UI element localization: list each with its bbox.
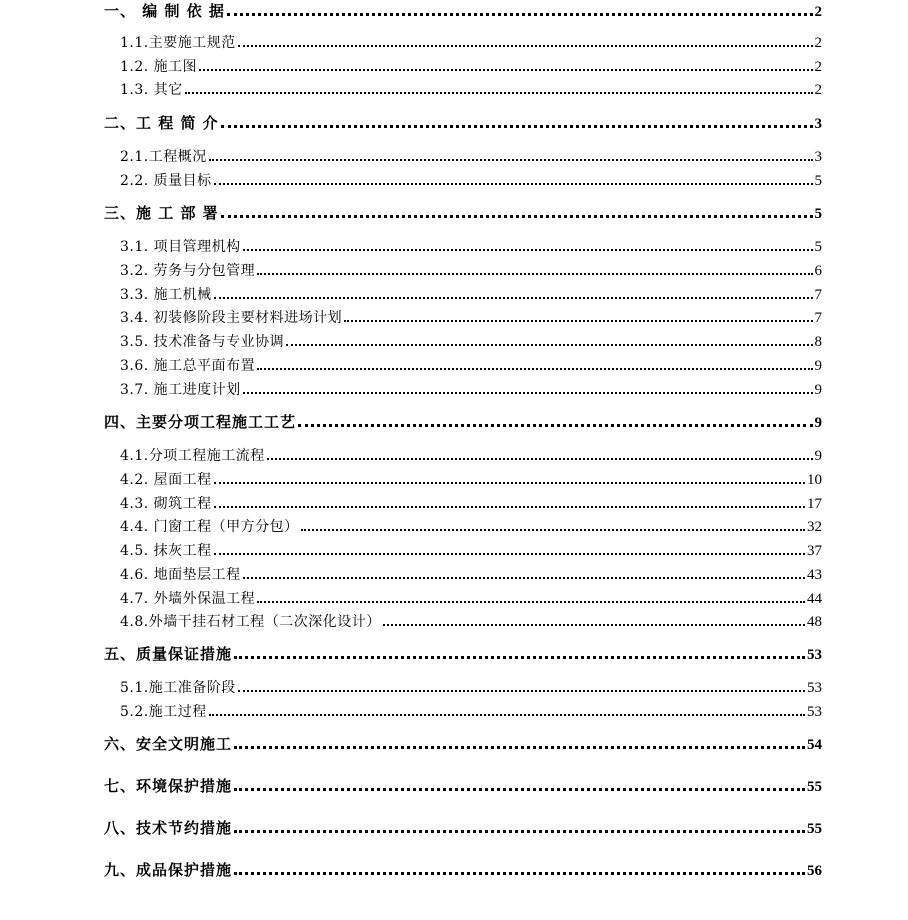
toc-entry-page: 55 xyxy=(807,779,822,795)
toc-entry-label: 5.2.施工过程 xyxy=(120,704,207,720)
toc-entry-label: 3.4. 初装修阶段主要材料进场计划 xyxy=(120,310,343,326)
toc-entry-label: 1.2. 施工图 xyxy=(120,59,198,75)
toc-entry-3-5[interactable] xyxy=(120,331,822,353)
toc-entry-4-5[interactable] xyxy=(120,540,822,562)
dot-leader xyxy=(267,457,813,460)
toc-entry-2-1[interactable] xyxy=(120,146,822,168)
toc-entry-3-7[interactable] xyxy=(120,379,822,401)
toc-entry-label: 4.3. 砌筑工程 xyxy=(120,496,212,512)
dot-leader xyxy=(234,787,805,791)
dot-leader xyxy=(234,871,805,875)
toc-entry-3-6[interactable] xyxy=(120,355,822,377)
toc-entry-page: 2 xyxy=(814,82,822,98)
toc-entry-section-1[interactable] xyxy=(104,0,822,22)
toc-entry-page: 54 xyxy=(807,737,822,753)
dot-leader xyxy=(199,68,812,71)
toc-entry-3-4[interactable] xyxy=(120,307,822,329)
dot-leader xyxy=(209,158,813,161)
toc-entry-section-3[interactable] xyxy=(104,202,822,224)
toc-entry-label: 3.3. 施工机械 xyxy=(120,287,212,303)
toc-entry-page: 53 xyxy=(807,680,822,696)
toc-entry-page: 55 xyxy=(807,821,822,837)
toc-entry-section-8[interactable] xyxy=(104,817,822,839)
dot-leader xyxy=(286,343,812,346)
dot-leader xyxy=(298,423,812,427)
toc-entry-section-2[interactable] xyxy=(104,112,822,134)
dot-leader xyxy=(234,655,805,659)
toc-entry-4-1[interactable] xyxy=(120,445,822,467)
dot-leader xyxy=(257,367,812,370)
toc-entry-label: 4.4. 门窗工程（甲方分包） xyxy=(120,519,299,535)
toc-entry-label: 4.5. 抹灰工程 xyxy=(120,543,212,559)
dot-leader xyxy=(257,600,805,603)
toc-entry-page: 7 xyxy=(814,287,822,303)
toc-entry-label: 4.2. 屋面工程 xyxy=(120,472,212,488)
toc-entry-page: 5 xyxy=(814,239,822,255)
dot-leader xyxy=(238,689,805,692)
toc-entry-section-4[interactable] xyxy=(104,411,822,433)
toc-entry-page: 9 xyxy=(814,448,822,464)
toc-entry-page: 53 xyxy=(807,647,822,663)
toc-entry-label: 4.8.外墙干挂石材工程（二次深化设计） xyxy=(120,614,381,630)
toc-entry-1-3[interactable] xyxy=(120,79,822,101)
toc-entry-3-3[interactable] xyxy=(120,284,822,306)
toc-entry-4-7[interactable] xyxy=(120,588,822,610)
toc-entry-page: 3 xyxy=(814,116,822,132)
toc-entry-page: 9 xyxy=(814,382,822,398)
toc-entry-label: 4.1.分项工程施工流程 xyxy=(120,448,265,464)
toc-entry-page: 53 xyxy=(807,704,822,720)
toc-entry-page: 5 xyxy=(814,206,822,222)
toc-entry-label: 一、 编 制 依 据 xyxy=(104,2,225,20)
toc-entry-5-1[interactable] xyxy=(120,677,822,699)
dot-leader xyxy=(214,505,805,508)
dot-leader xyxy=(301,528,805,531)
toc-entry-page: 43 xyxy=(807,567,822,583)
dot-leader xyxy=(234,745,805,749)
toc-entry-page: 44 xyxy=(807,591,822,607)
toc-entry-page: 7 xyxy=(814,310,822,326)
dot-leader xyxy=(257,272,812,275)
toc-entry-3-2[interactable] xyxy=(120,260,822,282)
dot-leader xyxy=(221,214,813,218)
toc-entry-label: 3.5. 技术准备与专业协调 xyxy=(120,334,285,350)
toc-entry-section-5[interactable] xyxy=(104,643,822,665)
dot-leader xyxy=(221,124,813,128)
toc-entry-section-6[interactable] xyxy=(104,733,822,755)
toc-entry-label: 八、技术节约措施 xyxy=(104,819,233,837)
toc-entry-label: 六、安全文明施工 xyxy=(104,735,233,753)
toc-entry-label: 5.1.施工准备阶段 xyxy=(120,680,236,696)
toc-entry-page: 10 xyxy=(807,472,822,488)
dot-leader xyxy=(214,552,805,555)
toc-entry-3-1[interactable] xyxy=(120,236,822,258)
toc-entry-label: 1.3. 其它 xyxy=(120,82,183,98)
toc-entry-page: 2 xyxy=(814,4,822,20)
dot-leader xyxy=(383,623,805,626)
toc-entry-label: 3.2. 劳务与分包管理 xyxy=(120,263,256,279)
dot-leader xyxy=(209,713,805,716)
dot-leader xyxy=(214,296,813,299)
toc-entry-page: 56 xyxy=(807,863,822,879)
dot-leader xyxy=(243,576,805,579)
toc-entry-page: 2 xyxy=(814,59,822,75)
toc-entry-label: 4.7. 外墙外保温工程 xyxy=(120,591,256,607)
toc-entry-5-2[interactable] xyxy=(120,701,822,723)
toc-entry-4-6[interactable] xyxy=(120,564,822,586)
toc-entry-label: 二、工 程 简 介 xyxy=(104,114,219,132)
toc-entry-2-2[interactable] xyxy=(120,170,822,192)
toc-entry-label: 2.1.工程概况 xyxy=(120,149,207,165)
dot-leader xyxy=(243,248,813,251)
toc-entry-page: 32 xyxy=(807,519,822,535)
toc-entry-page: 9 xyxy=(814,415,822,431)
toc-entry-label: 九、成品保护措施 xyxy=(104,861,233,879)
toc-entry-label: 2.2. 质量目标 xyxy=(120,173,212,189)
toc-entry-page: 3 xyxy=(814,149,822,165)
toc-entry-label: 3.6. 施工总平面布置 xyxy=(120,358,256,374)
toc-entry-1-1[interactable] xyxy=(120,32,822,54)
toc-entry-label: 1.1.主要施工规范 xyxy=(120,35,236,51)
toc-entry-page: 37 xyxy=(807,543,822,559)
dot-leader xyxy=(234,829,805,833)
dot-leader xyxy=(243,391,813,394)
toc-entry-label: 四、主要分项工程施工工艺 xyxy=(104,413,297,431)
toc-entry-1-2[interactable] xyxy=(120,56,822,78)
toc-entry-label: 3.1. 项目管理机构 xyxy=(120,239,241,255)
toc-entry-4-2[interactable] xyxy=(120,469,822,491)
toc-entry-page: 5 xyxy=(814,173,822,189)
toc-entry-page: 17 xyxy=(807,496,822,512)
dot-leader xyxy=(214,182,813,185)
toc-entry-label: 三、施 工 部 署 xyxy=(104,204,219,222)
toc-entry-section-9[interactable] xyxy=(104,859,822,881)
toc-entry-page: 8 xyxy=(814,334,822,350)
dot-leader xyxy=(185,91,813,94)
dot-leader xyxy=(238,44,813,47)
toc-entry-page: 9 xyxy=(814,358,822,374)
toc-entry-page: 2 xyxy=(814,35,822,51)
toc-entry-label: 五、质量保证措施 xyxy=(104,645,233,663)
toc-entry-4-4[interactable] xyxy=(120,516,822,538)
toc-entry-label: 4.6. 地面垫层工程 xyxy=(120,567,241,583)
toc-entry-page: 48 xyxy=(807,614,822,630)
toc-entry-4-3[interactable] xyxy=(120,493,822,515)
dot-leader xyxy=(214,481,805,484)
toc-entry-label: 七、环境保护措施 xyxy=(104,777,233,795)
toc-entry-section-7[interactable] xyxy=(104,775,822,797)
dot-leader xyxy=(227,12,813,16)
toc-entry-label: 3.7. 施工进度计划 xyxy=(120,382,241,398)
toc-entry-page: 6 xyxy=(814,263,822,279)
dot-leader xyxy=(344,319,812,322)
toc-entry-4-8[interactable] xyxy=(120,611,822,633)
